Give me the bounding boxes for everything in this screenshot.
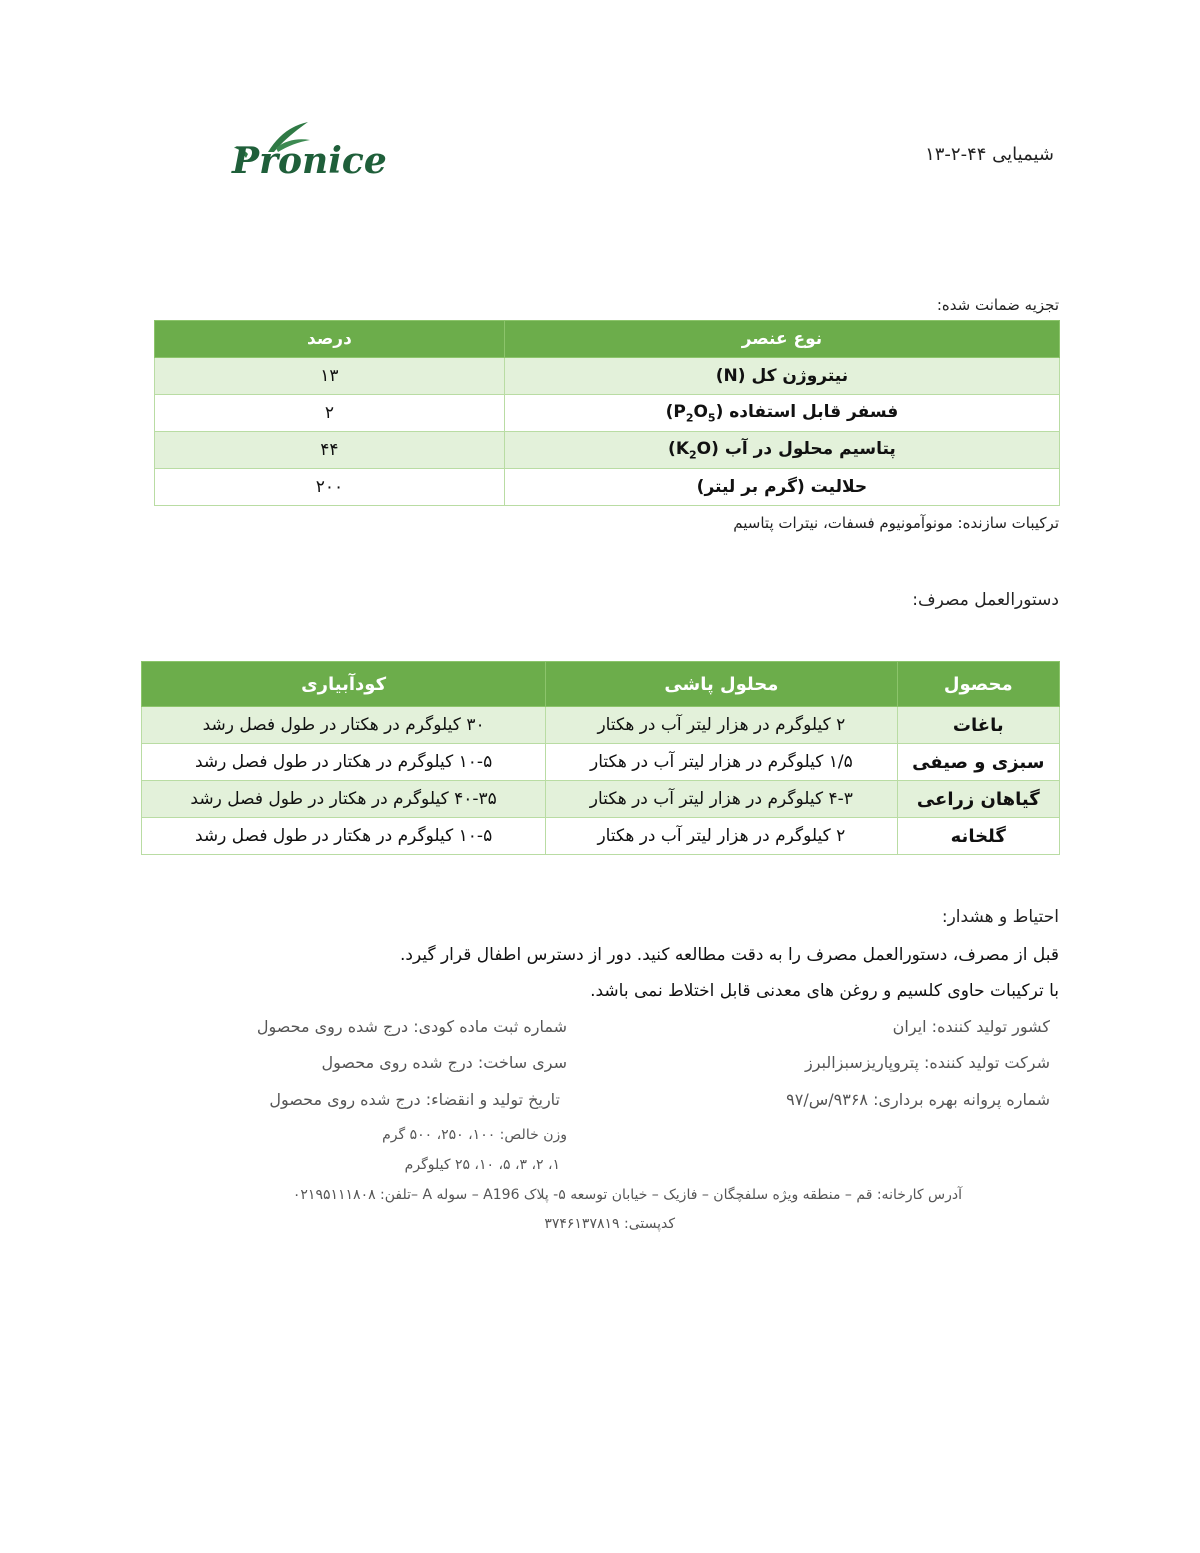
table-row bbox=[155, 395, 1060, 432]
weight-grams-text: وزن خالص: ۱۰۰، ۲۵۰، ۵۰۰ گرم bbox=[382, 1127, 567, 1143]
element-cell: فسفر قابل استفاده $(P_2O_5)$ bbox=[504, 395, 1059, 432]
country-text: کشور تولید کننده: ایران bbox=[892, 1017, 1050, 1036]
element-cell: پتاسیم محلول در آب $(K_2O)$ bbox=[504, 432, 1059, 469]
table-header-row bbox=[142, 662, 1060, 707]
registration-text: شماره ثبت ماده کودی: درج شده روی محصول bbox=[256, 1017, 567, 1036]
percent-cell: ۱۳ bbox=[155, 358, 505, 395]
percent-cell: ۲ bbox=[155, 395, 505, 432]
fertigation-cell: ۱۰-۵ کیلوگرم در هکتار در طول فصل رشد bbox=[142, 744, 546, 781]
brand-logo bbox=[228, 118, 387, 190]
spray-cell: ۴-۳ کیلوگرم در هزار لیتر آب در هکتار bbox=[546, 781, 897, 818]
table-row bbox=[142, 707, 1060, 744]
element-cell: نیتروژن کل (N) bbox=[504, 358, 1059, 395]
table-row bbox=[142, 818, 1060, 855]
analysis-table bbox=[154, 320, 1060, 506]
fertigation-cell: ۱۰-۵ کیلوگرم در هکتار در طول فصل رشد bbox=[142, 818, 546, 855]
warning-line: قبل از مصرف، دستورالعمل مصرف را به دقت مطالعه کنید. دور از دسترس اطفال قرار گیرد. bbox=[399, 945, 1059, 965]
table-row bbox=[142, 781, 1060, 818]
analysis-title: تجزیه ضمانت شده: bbox=[936, 296, 1059, 314]
fertigation-cell: ۳۰ کیلوگرم در هکتار در طول فصل رشد bbox=[142, 707, 546, 744]
column-header-fertigation: کودآبیاری bbox=[142, 662, 546, 707]
percent-cell: ۴۴ bbox=[155, 432, 505, 469]
column-header-element: نوع عنصر bbox=[504, 321, 1059, 358]
weight-kg-text: ۱، ۲، ۳، ۵، ۱۰، ۲۵ کیلوگرم bbox=[404, 1157, 560, 1173]
logo-wordmark: Pronice bbox=[232, 140, 387, 182]
usage-table bbox=[141, 661, 1060, 855]
crop-cell: گلخانه bbox=[897, 818, 1059, 855]
spray-cell: ۱/۵ کیلوگرم در هزار لیتر آب در هکتار bbox=[546, 744, 897, 781]
dates-text: تاریخ تولید و انقضاء: درج شده روی محصول bbox=[269, 1090, 560, 1109]
table-header-row bbox=[155, 321, 1060, 358]
column-header-percent: درصد bbox=[155, 321, 505, 358]
company-text: شرکت تولید کننده: پتروپاریزسبزالبرز bbox=[804, 1053, 1050, 1072]
batch-text: سری ساخت: درج شده روی محصول bbox=[321, 1053, 567, 1072]
warning-title: احتیاط و هشدار: bbox=[941, 907, 1059, 927]
column-header-crop: محصول bbox=[897, 662, 1059, 707]
element-cell: حلالیت (گرم بر لیتر) bbox=[504, 469, 1059, 506]
table-row bbox=[155, 432, 1060, 469]
license-text: شماره پروانه بهره برداری: ۹۳۶۸/س/۹۷ bbox=[786, 1090, 1050, 1109]
product-code: شیمیایی ۴۴-۲-۱۳ bbox=[925, 144, 1054, 165]
percent-cell: ۲۰۰ bbox=[155, 469, 505, 506]
postal-text: کدپستی: ۳۷۴۶۱۳۷۸۱۹ bbox=[544, 1216, 675, 1232]
crop-cell: باغات bbox=[897, 707, 1059, 744]
spray-cell: ۲ کیلوگرم در هزار لیتر آب در هکتار bbox=[546, 707, 897, 744]
crop-cell: گیاهان زراعی bbox=[897, 781, 1059, 818]
table-row bbox=[155, 469, 1060, 506]
crop-cell: سبزی و صیفی bbox=[897, 744, 1059, 781]
composition-text: ترکیبات سازنده: مونوآمونیوم فسفات، نیترات پتاسیم bbox=[733, 514, 1059, 532]
column-header-spray: محلول پاشی bbox=[546, 662, 897, 707]
table-row bbox=[155, 358, 1060, 395]
fertigation-cell: ۴۰-۳۵ کیلوگرم در هکتار در طول فصل رشد bbox=[142, 781, 546, 818]
warning-line: با ترکیبات حاوی کلسیم و روغن های معدنی قابل اختلاط نمی باشد. bbox=[590, 981, 1059, 1001]
spray-cell: ۲ کیلوگرم در هزار لیتر آب در هکتار bbox=[546, 818, 897, 855]
table-row bbox=[142, 744, 1060, 781]
address-text: آدرس کارخانه: قم – منطقه ویژه سلفچگان – فازیک – خیابان توسعه ۵- پلاک A196 – سوله A –تلفن: ۰۲۱۹۵۱۱۱۸۰۸ bbox=[292, 1187, 962, 1203]
usage-title: دستورالعمل مصرف: bbox=[912, 590, 1059, 610]
